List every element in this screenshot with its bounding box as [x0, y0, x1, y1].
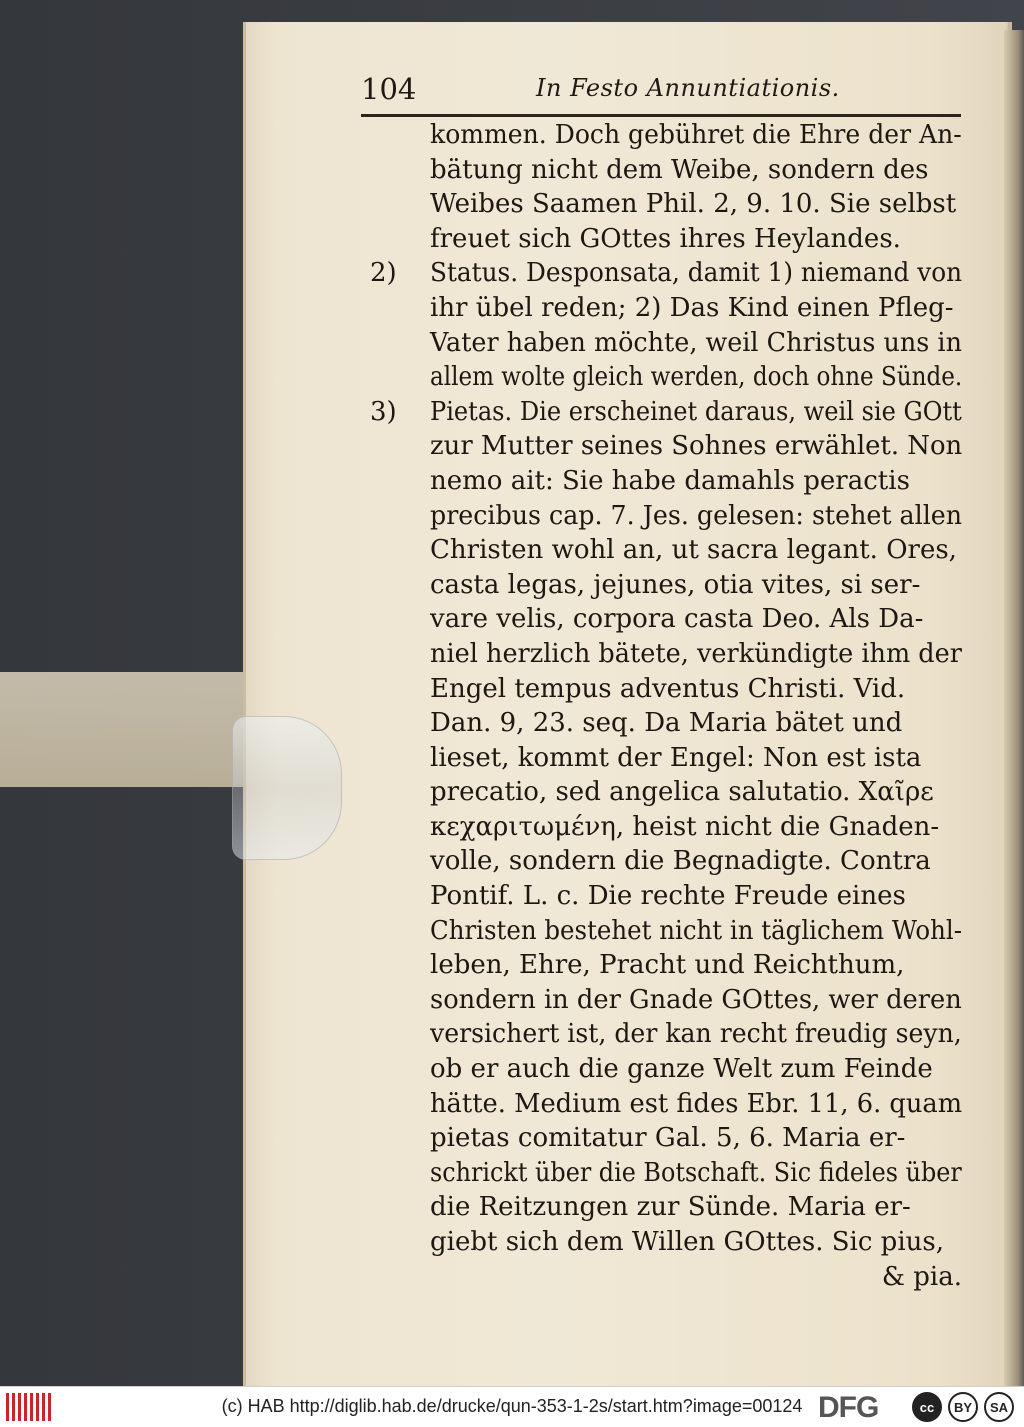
text-line: Christen bestehet nicht in täglichem Wohl- [430, 915, 962, 946]
text-line: volle, sondern die Begnadigte. Contra [430, 846, 931, 877]
text-line: ob er auch die ganze Welt zum Feinde [430, 1054, 933, 1085]
text-line: κεχαριτωμένη, heist nicht die Gnaden- [430, 811, 940, 842]
text-line: 3) Pietas. Die erscheinet daraus, weil sie GOtt [430, 395, 962, 430]
text-line: vare velis, corpora casta Deo. Als Da- [430, 604, 924, 635]
header-rule [361, 114, 961, 117]
text-line: zur Mutter seines Sohnes erwählet. Non [430, 431, 963, 462]
item-number: 2) [370, 258, 397, 289]
text-line: kommen. Doch gebühret die Ehre der An- [430, 120, 962, 150]
page-clip [232, 716, 342, 860]
running-head: In Festo Annuntiationis. [536, 74, 840, 102]
text-line: Pontif. L. c. Die rechte Freude eines [430, 881, 906, 912]
text-line: Christen wohl an, ut sacra legant. Ores, [430, 535, 957, 566]
share-alike-icon: SA [984, 1392, 1014, 1422]
page-number: 104 [361, 72, 417, 106]
text-line: hätte. Medium est fides Ebr. 11, 6. quam [430, 1088, 963, 1119]
text-line: sondern in der Gnade GOttes, wer deren [430, 984, 962, 1015]
text-line: Weibes Saamen Phil. 2, 9. 10. Sie selbst [430, 189, 957, 220]
text-line: die Reitzungen zur Sünde. Maria er- [430, 1192, 911, 1223]
text-line: & pia. [881, 1261, 962, 1292]
cc-license-badge[interactable] [912, 1392, 1014, 1422]
item-number: 3) [370, 396, 397, 427]
text-line: Dan. 9, 23. seq. Da Maria bätet und [430, 708, 903, 739]
text-line: versichert ist, der kan recht freudig seyn, [430, 1019, 962, 1050]
text-line: bätung nicht dem Weibe, sondern des [430, 154, 929, 185]
page-fore-edge [1004, 30, 1024, 1386]
text-line: lieset, kommt der Engel: Non est ista [430, 742, 922, 773]
text-line: Vater haben möchte, weil Christus uns in [430, 327, 962, 358]
text-line: casta legas, jejunes, otia vites, si ser- [430, 569, 921, 600]
attribution-icon: BY [948, 1392, 978, 1422]
left-page-edge [0, 672, 260, 787]
cc-icon: cc [912, 1392, 942, 1422]
text-line: niel herzlich bätete, verkündigte ihm der [430, 638, 962, 669]
text-line: 2) Status. Desponsata, damit 1) niemand von [430, 256, 962, 291]
text-line: nemo ait: Sie habe damahls peractis [430, 465, 910, 496]
body-text [370, 118, 963, 1294]
text-line: allem wolte gleich werden, doch ohne Sünde. [430, 362, 963, 393]
dfg-logo: DFG [818, 1391, 879, 1424]
text-line: precatio, sed angelica salutatio. Χαῖρε [430, 777, 934, 808]
credit-link[interactable]: (c) HAB http://diglib.hab.de/drucke/qun-353-1-2s/start.htm?image=00124 [221, 1396, 803, 1416]
text-line: precibus cap. 7. Jes. gelesen: stehet allen [430, 500, 963, 531]
text-line: Engel tempus adventus Christi. Vid. [430, 673, 906, 704]
text-line: giebt sich dem Willen GOttes. Sic pius, [430, 1227, 944, 1257]
viewer-footer [0, 1386, 1024, 1427]
page-header [361, 72, 961, 116]
text-line: pietas comitatur Gal. 5, 6. Maria er- [430, 1123, 906, 1154]
text-line: schrickt über die Botschaft. Sic fideles über [430, 1157, 962, 1188]
text-line: ihr übel reden; 2) Das Kind einen Pfleg- [430, 292, 954, 323]
text-line: freuet sich GOttes ihres Heylandes. [430, 223, 901, 254]
text-line: leben, Ehre, Pracht und Reichthum, [430, 950, 905, 981]
